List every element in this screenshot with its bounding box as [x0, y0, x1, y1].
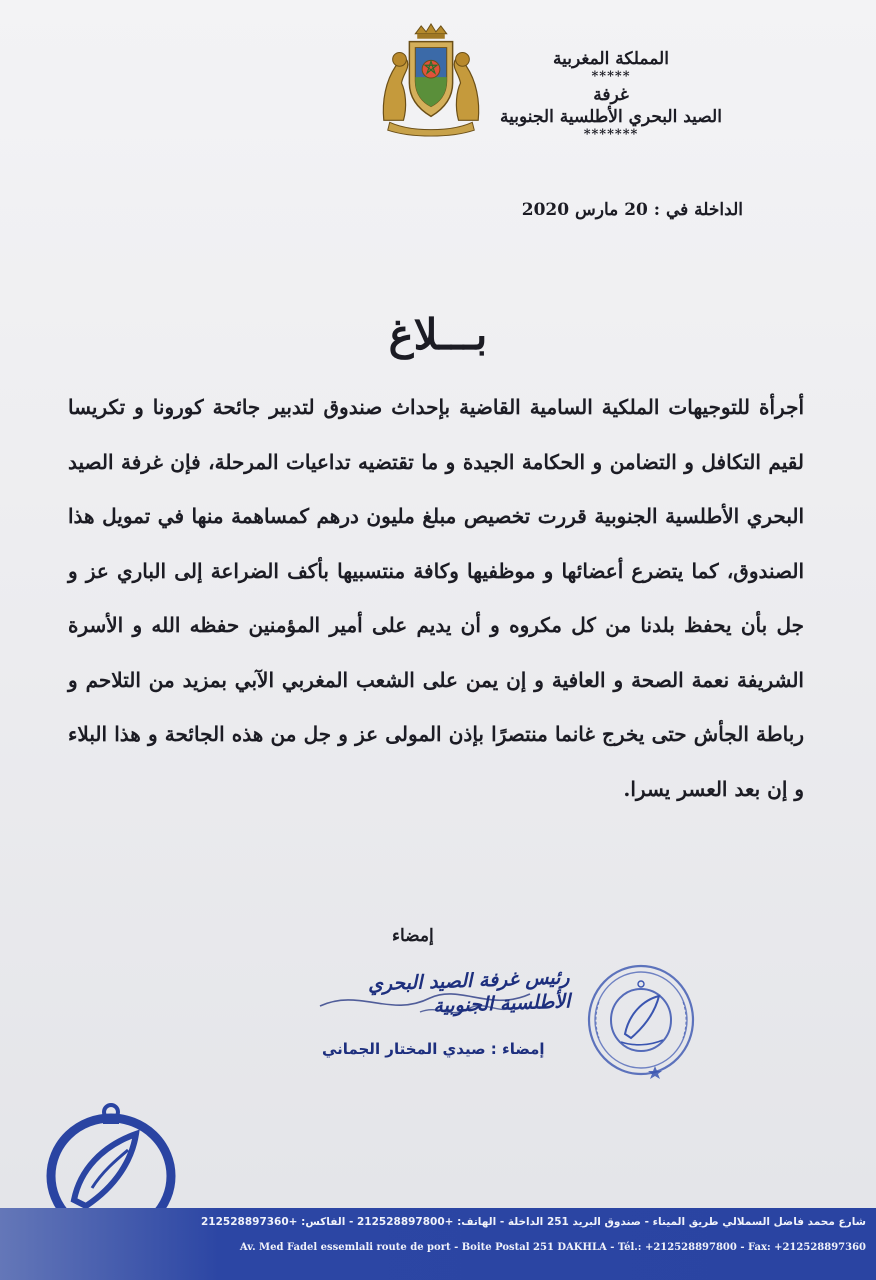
footer-address-french: Av. Med Fadel essemlali route de port - Boite Postal 251 DAKHLA - Tél.: +212528897800 - Fax: +212528897360 — [239, 1242, 866, 1253]
footer-address-arabic: شارع محمد فاضل السملالي طريق الميناء - صندوق البريد 251 الداخلة - الهاتف: +212528897800 - الفاكس: +212528897360 — [201, 1216, 866, 1228]
footer-bar — [0, 1208, 876, 1280]
round-chamber-stamp-icon — [585, 962, 697, 1080]
stamp-line-2: الأطلسية الجنوبية — [432, 990, 571, 1018]
signature-label: إمضاء — [392, 926, 434, 946]
moroccan-coat-of-arms-icon — [372, 22, 490, 140]
date-line: الداخلة في : 20 مارس 2020 — [521, 200, 743, 220]
kingdom-name: المملكة المغربية — [553, 49, 669, 69]
stamp-line-1: رئيس غرفة الصيد البحري — [367, 966, 570, 996]
letterhead — [481, 48, 741, 142]
header-stars-1: ***** — [591, 69, 631, 84]
president-stamp-text — [304, 965, 571, 1022]
document-title: بـــلاغ — [388, 310, 488, 359]
body-paragraph: أجرأة للتوجيهات الملكية السامية القاضية بإحداث صندوق لتدبير جائحة كورونا و تكريسا لقيم التكافل و التضامن و الحكامة الجيدة و ما تقتضيه تداعيات المرحلة، فإن غرفة الصيد البحري الأطلسية الجنوبية قررت تخصيص مبلغ مليون درهم كمساهمة منها في تمويل هذا الصندوق، كما يتضرع أعضائها و موظفيها وكافة منتسبيها بأكف الضراعة إلى الباري عز و جل بأن يحفظ بلدنا من كل مكروه و أن يديم على أمير المؤمنين حفظه الله و الأسرة الشريفة نعمة الصحة و العافية و إن يمن على الشعب المغربي الآبي بمزيد من التلاحم و رباطة الجأش حتى يخرج غانما منتصرًا بإذن المولى عز و جل من هذه الجائحة و هذا البلاء و إن بعد العسر يسرا. — [68, 395, 804, 801]
chamber-name: الصيد البحري الأطلسية الجنوبية — [500, 107, 722, 127]
header-stars-2: ******* — [583, 127, 639, 142]
signer-name: إمضاء : صيدي المختار الجماني — [322, 1040, 545, 1058]
chamber-word: غرفة — [593, 85, 629, 105]
